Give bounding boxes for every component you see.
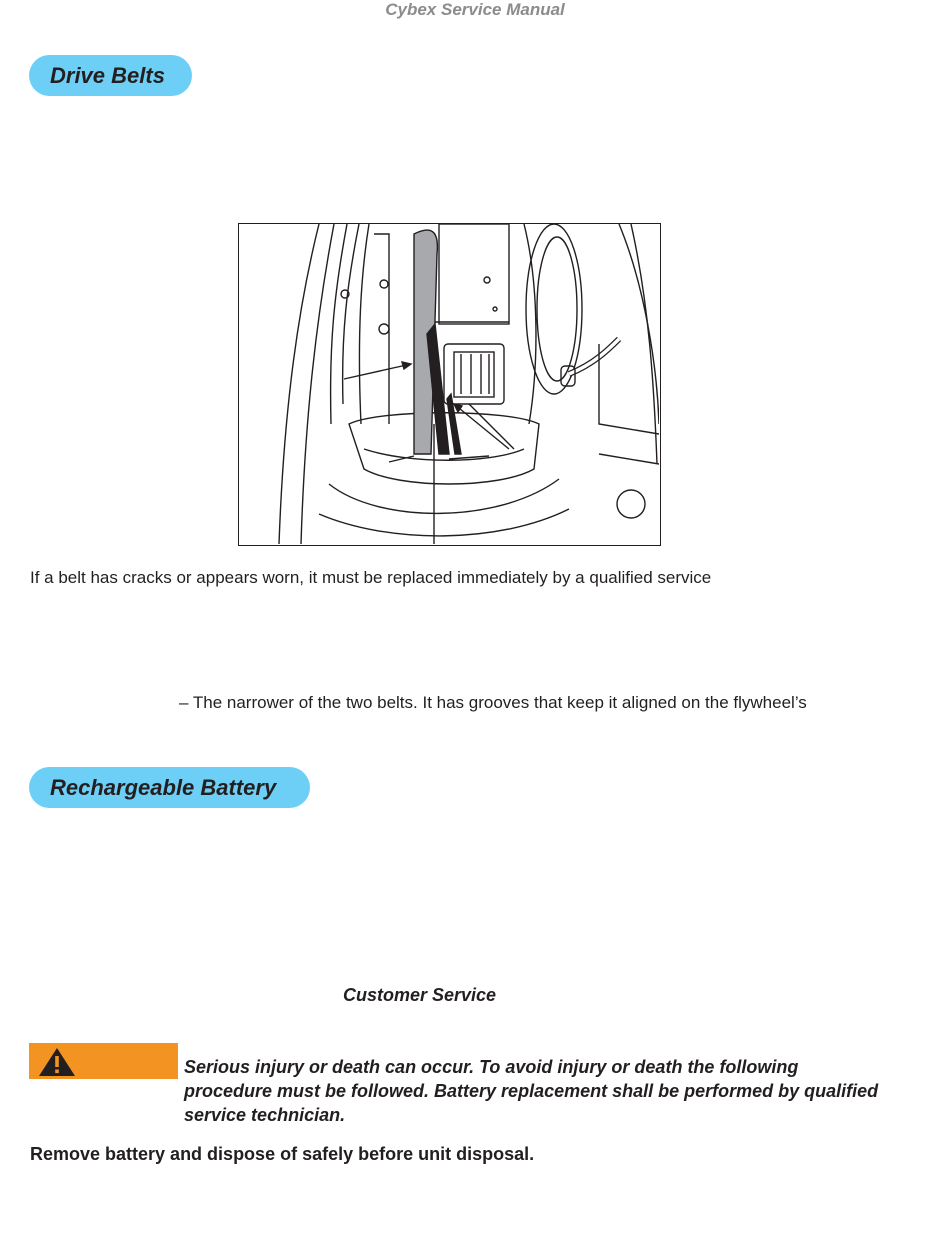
drive-belt-illustration (238, 223, 661, 546)
warning-triangle-icon (37, 1046, 77, 1078)
motor-housing (444, 344, 504, 404)
page-header: Cybex Service Manual (385, 0, 565, 19)
callout-arrow-upper (344, 364, 411, 379)
warning-banner (29, 1043, 178, 1079)
battery-disposal-text: Remove battery and dispose of safely before unit disposal. (30, 1144, 535, 1164)
customer-service-text: Customer Service (343, 985, 497, 1005)
frame-left-outer (279, 224, 319, 544)
belt-description-text: – The narrower of the two belts. It has grooves that keep it aligned on the flywheel’s (179, 693, 807, 712)
warning-text: Serious injury or death can occur. To avoid injury or death the following procedure must be followed. Battery replacement shall be performed by qualified service technician. (184, 1057, 879, 1125)
callout-arrow-lower (454, 404, 509, 449)
frame-left-inner (301, 224, 334, 544)
section-heading-rechargeable-battery: Rechargeable Battery (29, 767, 310, 808)
section-heading-drive-belts: Drive Belts (29, 55, 192, 96)
belt-inspection-text: If a belt has cracks or appears worn, it must be replaced immediately by a qualified service (30, 568, 712, 587)
